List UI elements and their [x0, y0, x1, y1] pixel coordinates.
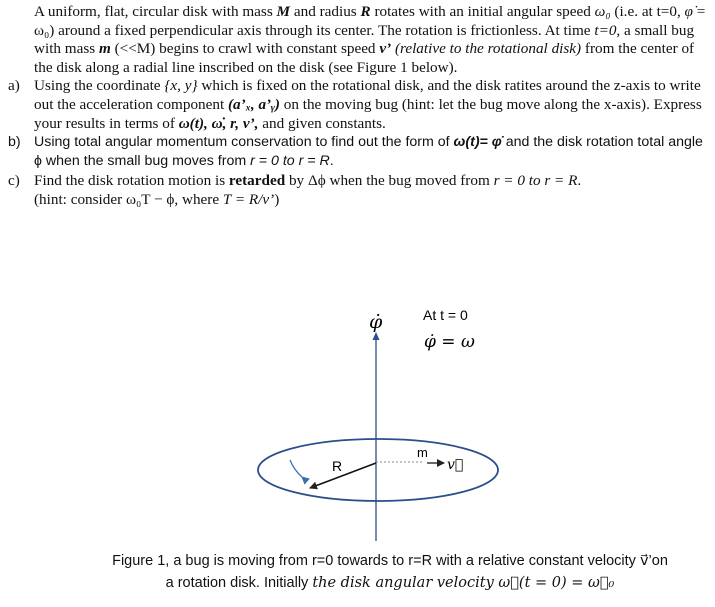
intro-text: (i.e. at t=0,: [610, 3, 685, 20]
part-text: and the disk rotation total angle ϕ when the small bug moves from: [34, 134, 703, 169]
intro-relative-note: (relative to the rotational disk): [391, 40, 582, 58]
axis-phidot-label: φ̇: [369, 311, 383, 333]
part-math: ω(t)= φ̇: [453, 134, 502, 151]
figure-caption: [60, 550, 715, 594]
time-zero: t=0: [594, 21, 617, 39]
omega0-symbol: ω₀: [594, 3, 611, 20]
part-text: Using the coordinate: [34, 77, 165, 95]
part-text: and given constants.: [258, 114, 386, 132]
intro-text: = ω₀) around a fixed perpendicular axis through its center. The rotation is frictionless. At time: [34, 3, 706, 39]
caption-line-1: Figure 1, a bug is moving from r=0 towards to r=R with a relative constant velocity v⃗’on: [112, 553, 668, 569]
bug-mass-label: m: [417, 445, 428, 460]
part-text: Find the disk rotation motion is: [34, 172, 229, 190]
phidot-symbol: φ̇: [684, 3, 693, 20]
part-math: r = 0 to r = R: [493, 172, 578, 190]
part-math: r = 0 to r = R: [250, 152, 330, 169]
intro-text: A uniform, flat, circular disk with mass: [34, 3, 277, 20]
part-label: a): [8, 77, 20, 95]
radius-line: [310, 463, 376, 488]
caption-line-2: [60, 572, 715, 594]
part-label: b): [8, 134, 21, 151]
rotation-direction-arrow: [290, 460, 302, 477]
velocity-symbol: v’: [379, 40, 392, 58]
part-math: (a’ₓ, a’ᵧ): [227, 95, 280, 113]
axis-arrowhead: [373, 332, 380, 340]
bug-mass-symbol: m: [98, 40, 111, 58]
radius-label: R: [332, 458, 343, 474]
part-text: Using total angular momentum conservation to find out the form of: [34, 134, 454, 151]
part-text: by Δϕ when the bug moved from: [285, 172, 494, 190]
part-text: on the moving bug (hint: let the bug move along the x-axis). Express your results in terms of: [34, 95, 702, 132]
mass-symbol: M: [276, 3, 291, 20]
velocity-vector-label: v⃗: [447, 457, 464, 473]
part-math: T = R/v’: [222, 190, 275, 208]
part-text: which is fixed on the rotational disk, and the disk ratites around the z-axis to write out the acceleration component: [34, 77, 701, 113]
intro-text: from the center of the disk along a radial line inscribed on the disk (see Figure 1 below).: [34, 40, 695, 76]
part-math: {x, y}: [164, 77, 198, 95]
part-bold: retarded: [228, 172, 286, 190]
caption-text: a rotation disk. Initially: [165, 575, 313, 591]
part-math: ω(t), ω̇, r, v’,: [178, 114, 259, 132]
intro-text: and radius: [290, 3, 361, 20]
phidot-equals-omega: φ̇ = ω: [424, 332, 475, 352]
intro-text: , a small bug with mass: [34, 21, 695, 58]
part-text: (hint: consider ω₀T − ϕ, where: [34, 190, 223, 208]
caption-math: the disk angular velocity ω⃗(t = 0) = ω⃗₀: [312, 575, 615, 591]
part-text: .: [329, 152, 334, 169]
at-time-zero-label: At t = 0: [423, 307, 468, 323]
intro-text: (<<M) begins to crawl with constant speed: [110, 40, 380, 58]
part-text: .: [577, 172, 582, 190]
radius-symbol: R: [360, 3, 371, 20]
part-text: ): [274, 190, 280, 208]
intro-text: rotates with an initial angular speed: [370, 3, 595, 20]
part-label: c): [8, 172, 20, 190]
